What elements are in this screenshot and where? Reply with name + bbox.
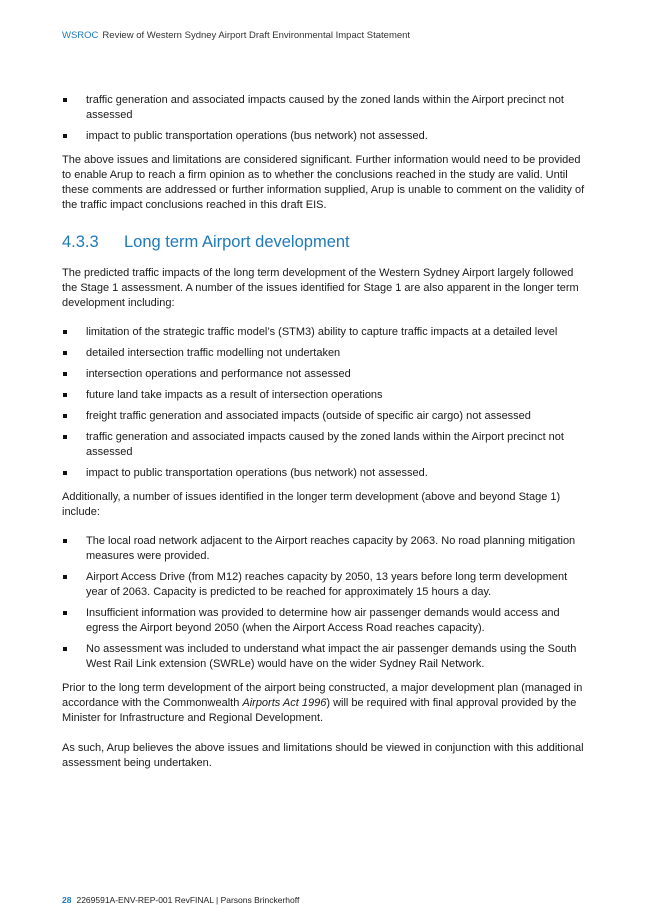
list-item: No assessment was included to understand what impact the air passenger demands using the South West Rail Link extension (SWRLe) would have on the wider Sydney Rail Network. [62, 642, 590, 672]
page-header [62, 30, 410, 41]
list-item: impact to public transportation operations (bus network) not assessed. [62, 466, 590, 481]
page-content [62, 93, 590, 771]
list-item: freight traffic generation and associated impacts (outside of specific air cargo) not assessed [62, 409, 590, 424]
list-item: Insufficient information was provided to determine how air passenger demands would access and egress the Airport beyond 2050 (when the Airport Access Road reaches capacity). [62, 606, 590, 636]
list-item: limitation of the strategic traffic model’s (STM3) ability to capture traffic impacts at a detailed level [62, 325, 590, 340]
intro-bullet-list [62, 93, 590, 144]
additional-bullet-list [62, 534, 590, 672]
text-run: Prior to the long term development of the airport being constructed, a major development plan (managed in accordance with the Commonwealth [62, 682, 583, 709]
issues-bullet-list [62, 325, 590, 481]
header-org: WSROC [62, 30, 99, 41]
list-item: The local road network adjacent to the Airport reaches capacity by 2063. No road planning mitigation measures were provided. [62, 534, 590, 564]
page-footer [62, 895, 299, 905]
text-run: ) will be required with final approval provided by the Minister for Infrastructure and Regional Development. [62, 697, 577, 724]
list-item: traffic generation and associated impacts caused by the zoned lands within the Airport precinct not assessed [62, 93, 590, 123]
list-item: detailed intersection traffic modelling not undertaken [62, 346, 590, 361]
paragraph-additional: Additionally, a number of issues identified in the longer term development (above and beyond Stage 1) include: [62, 491, 561, 518]
list-item: impact to public transportation operations (bus network) not assessed. [62, 129, 590, 144]
paragraph-significance: The above issues and limitations are considered significant. Further information would need to be provided to enable Arup to reach a firm opinion as to whether the conclusions reached in the study are valid. Until these comments are addressed or further information supplied, Arup is unable to comment on the validity of the traffic impact conclusions reached in this draft EIS. [62, 154, 585, 211]
header-title: Review of Western Sydney Airport Draft Environmental Impact Statement [102, 30, 411, 41]
paragraph-conclusion: As such, Arup believes the above issues and limitations should be viewed in conjunction with this additional assessment being undertaken. [62, 742, 584, 769]
list-item: intersection operations and performance not assessed [62, 367, 590, 382]
section-heading [62, 233, 590, 252]
document-reference: 2269591A-ENV-REP-001 RevFINAL | Parsons Brinckerhoff [76, 895, 300, 905]
paragraph-intro-long-term: The predicted traffic impacts of the long term development of the Western Sydney Airport largely followed the Stage 1 assessment. A number of the issues identified for Stage 1 are also apparent in the longer term development including: [62, 267, 579, 309]
page-number: 28 [62, 895, 72, 905]
list-item: future land take impacts as a result of intersection operations [62, 388, 590, 403]
list-item: traffic generation and associated impacts caused by the zoned lands within the Airport precinct not assessed [62, 430, 590, 460]
act-name: Airports Act 1996 [242, 697, 327, 709]
section-number: 4.3.3 [62, 233, 99, 251]
paragraph-development-plan [62, 681, 590, 726]
section-title: Long term Airport development [124, 233, 350, 251]
list-item: Airport Access Drive (from M12) reaches capacity by 2050, 13 years before long term development year of 2063. Capacity is predicted to be reached for approximately 15 hours a day. [62, 570, 590, 600]
